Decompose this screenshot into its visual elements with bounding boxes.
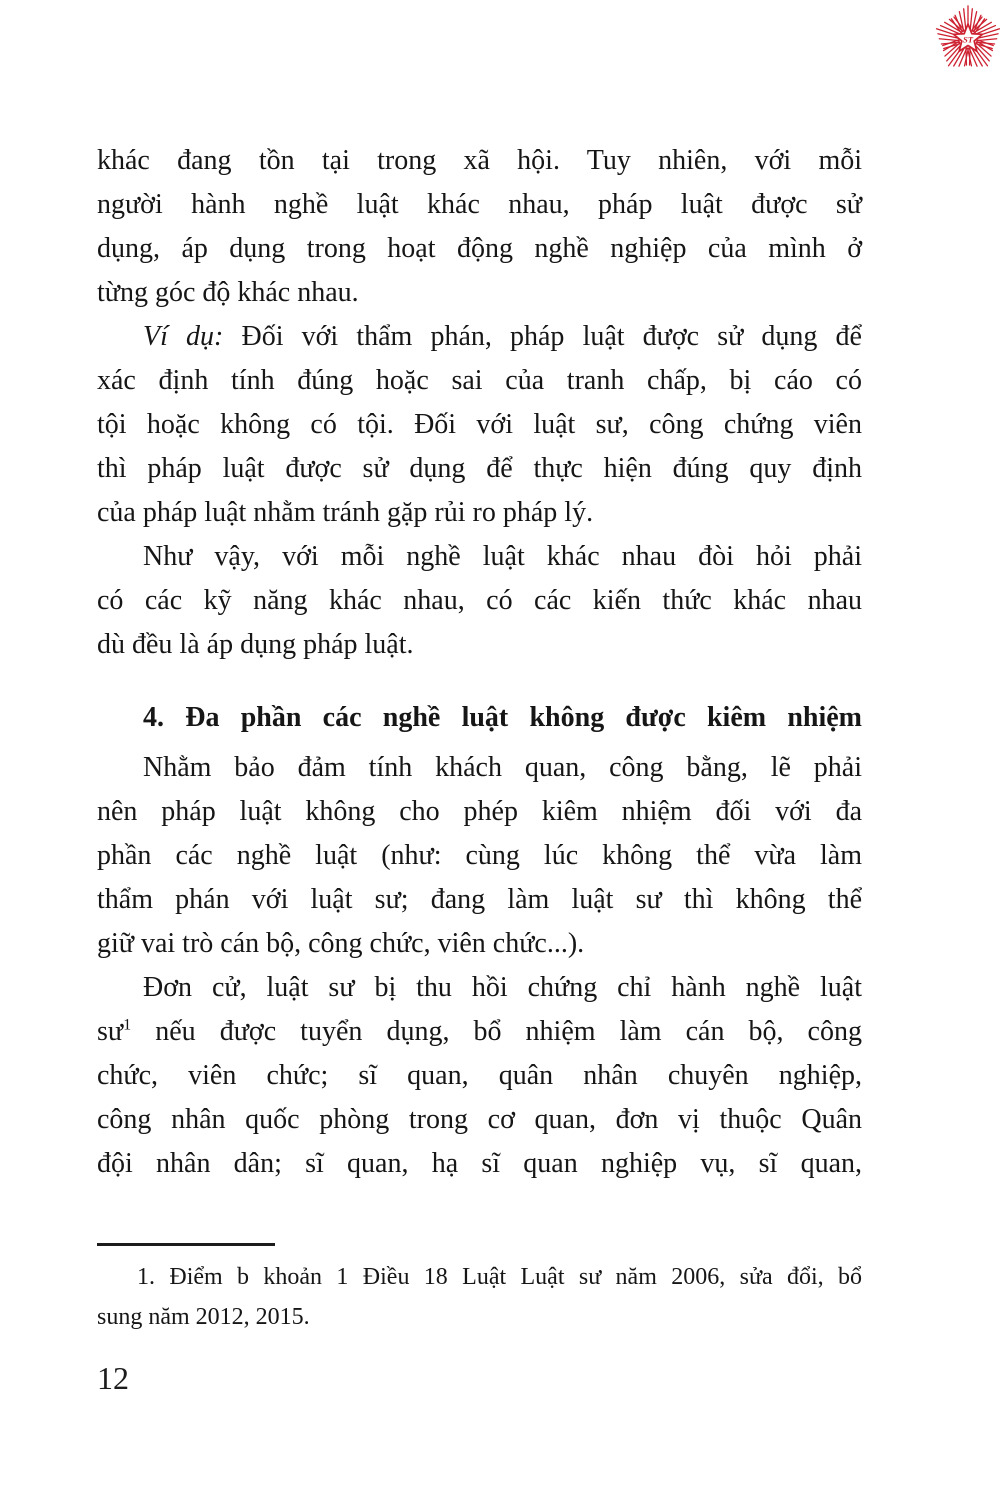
paragraph (97, 139, 862, 315)
text-line (97, 1098, 862, 1142)
text-segment: 1. Điểm b khoản 1 Điều 18 Luật Luật sư năm 2006, sửa đổi, bổ (137, 1264, 862, 1290)
text-segment: Ví dụ: (143, 321, 224, 352)
text-segment: của pháp luật nhằm tránh gặp rủi ro pháp lý. (97, 497, 594, 528)
text-segment: công nhân quốc phòng trong cơ quan, đơn vị thuộc Quân (97, 1104, 862, 1135)
text-segment: có các kỹ năng khác nhau, có các kiến thức khác nhau (97, 585, 862, 616)
text-line (97, 579, 862, 623)
text-line (97, 834, 862, 878)
text-segment: Đơn cử, luật sư bị thu hồi chứng chỉ hành nghề luật (143, 972, 862, 1003)
text-segment: thẩm phán với luật sư; đang làm luật sư thì không thể (97, 884, 862, 915)
text-line (97, 359, 862, 403)
text-segment: khác đang tồn tại trong xã hội. Tuy nhiên, với mỗi (97, 145, 862, 176)
text-segment: nếu được tuyển dụng, bổ nhiệm làm cán bộ, công (131, 1016, 862, 1047)
footnote-reference: 1 (123, 1015, 132, 1034)
text-line (97, 1010, 862, 1054)
text-column (97, 139, 862, 1186)
section-heading (97, 696, 862, 740)
text-line (97, 315, 862, 359)
footnote-divider (97, 1243, 275, 1246)
text-line (97, 447, 862, 491)
text-segment: dù đều là áp dụng pháp luật. (97, 629, 414, 660)
text-line (97, 790, 862, 834)
text-segment: từng góc độ khác nhau. (97, 277, 359, 308)
text-line (97, 1297, 862, 1337)
paragraph (97, 966, 862, 1186)
text-line (97, 139, 862, 183)
text-segment: người hành nghề luật khác nhau, pháp luật được sử (97, 189, 862, 220)
text-line (97, 183, 862, 227)
text-line (97, 922, 862, 966)
text-segment: dụng, áp dụng trong hoạt động nghề nghiệp của mình ở (97, 233, 862, 264)
paragraph (97, 746, 862, 966)
text-segment: phần các nghề luật (như: cùng lúc không thể vừa làm (97, 840, 862, 871)
text-segment: Nhằm bảo đảm tính khách quan, công bằng, lẽ phải (143, 752, 862, 783)
text-segment: chức, viên chức; sĩ quan, quân nhân chuyên nghiệp, (97, 1060, 862, 1091)
text-segment: Đối với thẩm phán, pháp luật được sử dụng để (223, 321, 862, 352)
paragraph (97, 315, 862, 535)
text-segment: sung năm 2012, 2015. (97, 1304, 310, 1330)
text-line (97, 1054, 862, 1098)
publisher-logo (932, 3, 1000, 75)
starburst-icon (932, 3, 1000, 75)
text-segment: thì pháp luật được sử dụng để thực hiện đúng quy định (97, 453, 862, 484)
text-segment: nên pháp luật không cho phép kiêm nhiệm đối với đa (97, 796, 862, 827)
text-line (97, 403, 862, 447)
text-segment: xác định tính đúng hoặc sai của tranh chấp, bị cáo có (97, 365, 862, 396)
paragraph (97, 1257, 862, 1337)
text-line (97, 491, 862, 535)
text-line (97, 535, 862, 579)
text-segment: Như vậy, với mỗi nghề luật khác nhau đòi hỏi phải (143, 541, 862, 572)
text-segment: 4. Đa phần các nghề luật không được kiêm nhiệm (143, 702, 862, 733)
text-segment: tội hoặc không có tội. Đối với luật sư, công chứng viên (97, 409, 862, 440)
text-line (97, 1142, 862, 1186)
text-line (97, 227, 862, 271)
text-segment: sư (97, 1016, 124, 1047)
paragraph (97, 535, 862, 667)
text-segment: đội nhân dân; sĩ quan, hạ sĩ quan nghiệp vụ, sĩ quan, (97, 1148, 862, 1179)
logo-monogram: ST (962, 34, 974, 45)
text-line (97, 271, 862, 315)
page-number: 12 (97, 1360, 129, 1396)
text-line (97, 966, 862, 1010)
text-line (97, 746, 862, 790)
text-line (97, 623, 862, 667)
text-line (97, 1257, 862, 1297)
text-line (97, 696, 862, 740)
text-line (97, 878, 862, 922)
text-segment: giữ vai trò cán bộ, công chức, viên chức...). (97, 928, 585, 959)
footnote (97, 1257, 862, 1337)
